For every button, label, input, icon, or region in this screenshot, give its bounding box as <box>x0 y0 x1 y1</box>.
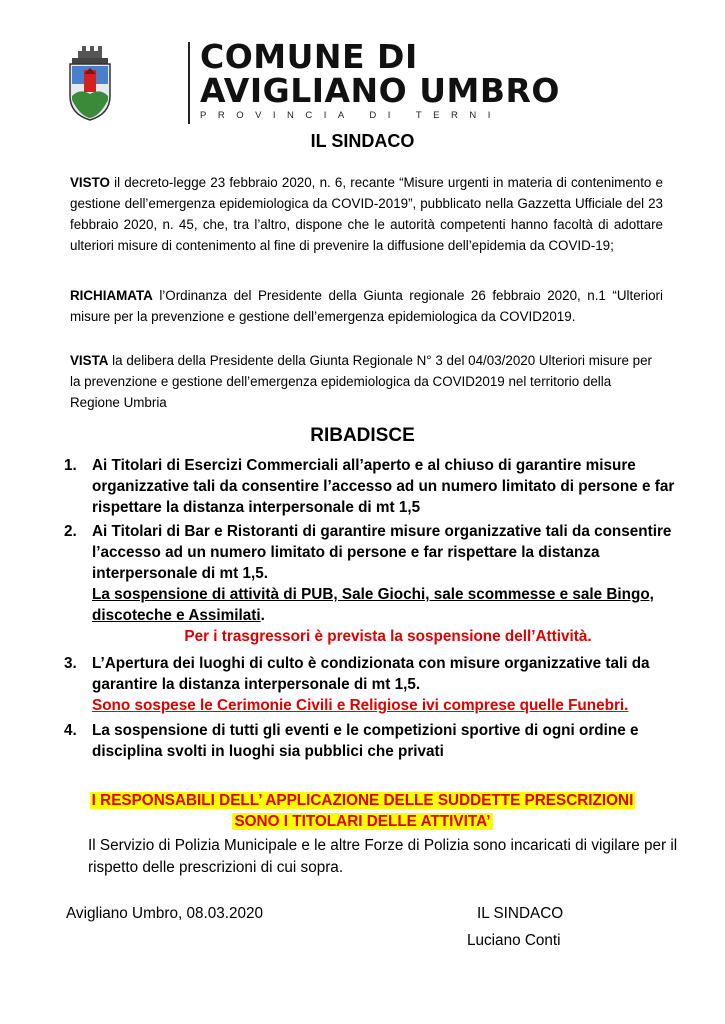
item-number: 4. <box>64 722 77 739</box>
preamble-text: il decreto-legge 23 febbraio 2020, n. 6, recante “Misure urgenti in materia di contenimento e gestione dell’emergenza epidemiologica da COVID-2019”, pubblicato nella Gazzetta Ufficiale del 23 febbraio 2020, n. 45, che, tra l’altro, dispone che le autorità competenti hanno facoltà di adottare ulteriori misure di contenimento al fine di prevenire la diffusione dell’epidemia da COVID-19; <box>70 175 663 253</box>
list-item <box>64 720 684 762</box>
preamble-visto <box>70 172 663 256</box>
item-number: 2. <box>64 523 77 540</box>
municipal-crest-icon <box>64 44 116 122</box>
responsibility-notice-line1 <box>0 790 725 811</box>
list-item <box>64 455 684 518</box>
highlighted-text: I RESPONSABILI DELL’ APPLICAZIONE DELLE SUDDETTE PRESCRIZIONI <box>91 792 634 809</box>
preamble-richiamata <box>70 285 663 327</box>
comune-title: COMUNE DI AVIGLIANO UMBRO <box>200 37 560 110</box>
province-subtitle: PROVINCIA DI TERNI <box>200 110 502 121</box>
item-underlined-tail: . <box>260 607 265 624</box>
item-text: Ai Titolari di Esercizi Commerciali all’aperto e al chiuso di garantire misure organizzative tali da consentire l’accesso ad un numero limitato di persone e far rispettare la distanza interpersonale di mt 1,5 <box>92 457 675 516</box>
item-number: 1. <box>64 457 77 474</box>
signature-name: Luciano Conti <box>467 932 561 949</box>
preamble-vista <box>70 350 663 413</box>
list-item <box>64 653 684 716</box>
responsibility-notice-line2 <box>0 811 725 832</box>
preamble-lead: VISTA <box>70 353 109 368</box>
preamble-lead: VISTO <box>70 175 110 190</box>
item-underlined-note: La sospensione di attività di PUB, Sale Giochi, sale scommesse e sale Bingo, discoteche e Assimilati <box>92 586 654 624</box>
preamble-text: la delibera della Presidente della Giunta Regionale N° 3 del 04/03/2020 Ulteriori misure per la prevenzione e gestione dell’emergenza epidemiologica da COVID2019 nel territorio della Regione Umbria <box>70 353 652 410</box>
preamble-lead: RICHIAMATA <box>70 288 153 303</box>
closing-paragraph: Il Servizio di Polizia Municipale e le altre Forze di Polizia sono incaricati di vigilare per il rispetto delle prescrizioni di cui sopra. <box>88 837 678 876</box>
highlighted-text: SONO I TITOLARI DELLE ATTIVITA’ <box>234 813 491 830</box>
signature-title: IL SINDACO <box>477 905 564 922</box>
item-number: 3. <box>64 655 77 672</box>
list-item <box>64 521 684 647</box>
item-red-note: Sono sospese le Cerimonie Civili e Religiose ivi comprese quelle Funebri. <box>92 697 629 714</box>
item-red-note: Per i trasgressori è prevista la sospensione dell’Attività. <box>184 628 592 645</box>
letterhead <box>60 37 660 130</box>
item-text: La sospensione di tutti gli eventi e le competizioni sportive di ogni ordine e disciplina svolti in luoghi sia pubblici che privati <box>92 722 639 760</box>
item-text: L’Apertura dei luoghi di culto è condizionata con misure organizzative tali da garantire la distanza interpersonale di mt 1,5. <box>92 655 650 693</box>
document-title: IL SINDACO <box>310 131 415 151</box>
header-divider <box>188 42 190 124</box>
preamble-text: l’Ordinanza del Presidente della Giunta regionale 26 febbraio 2020, n.1 “Ulteriori misure per la prevenzione e gestione dell’emergenza epidemiologica da COVID2019. <box>70 288 663 324</box>
measures-list <box>64 455 684 762</box>
place-date: Avigliano Umbro, 08.03.2020 <box>66 905 264 922</box>
section-title: RIBADISCE <box>310 425 415 446</box>
item-text: Ai Titolari di Bar e Ristoranti di garantire misure organizzative tali da consentire l’accesso ad un numero limitato di persone e far rispettare la distanza interpersonale di mt 1,5. <box>92 523 672 582</box>
